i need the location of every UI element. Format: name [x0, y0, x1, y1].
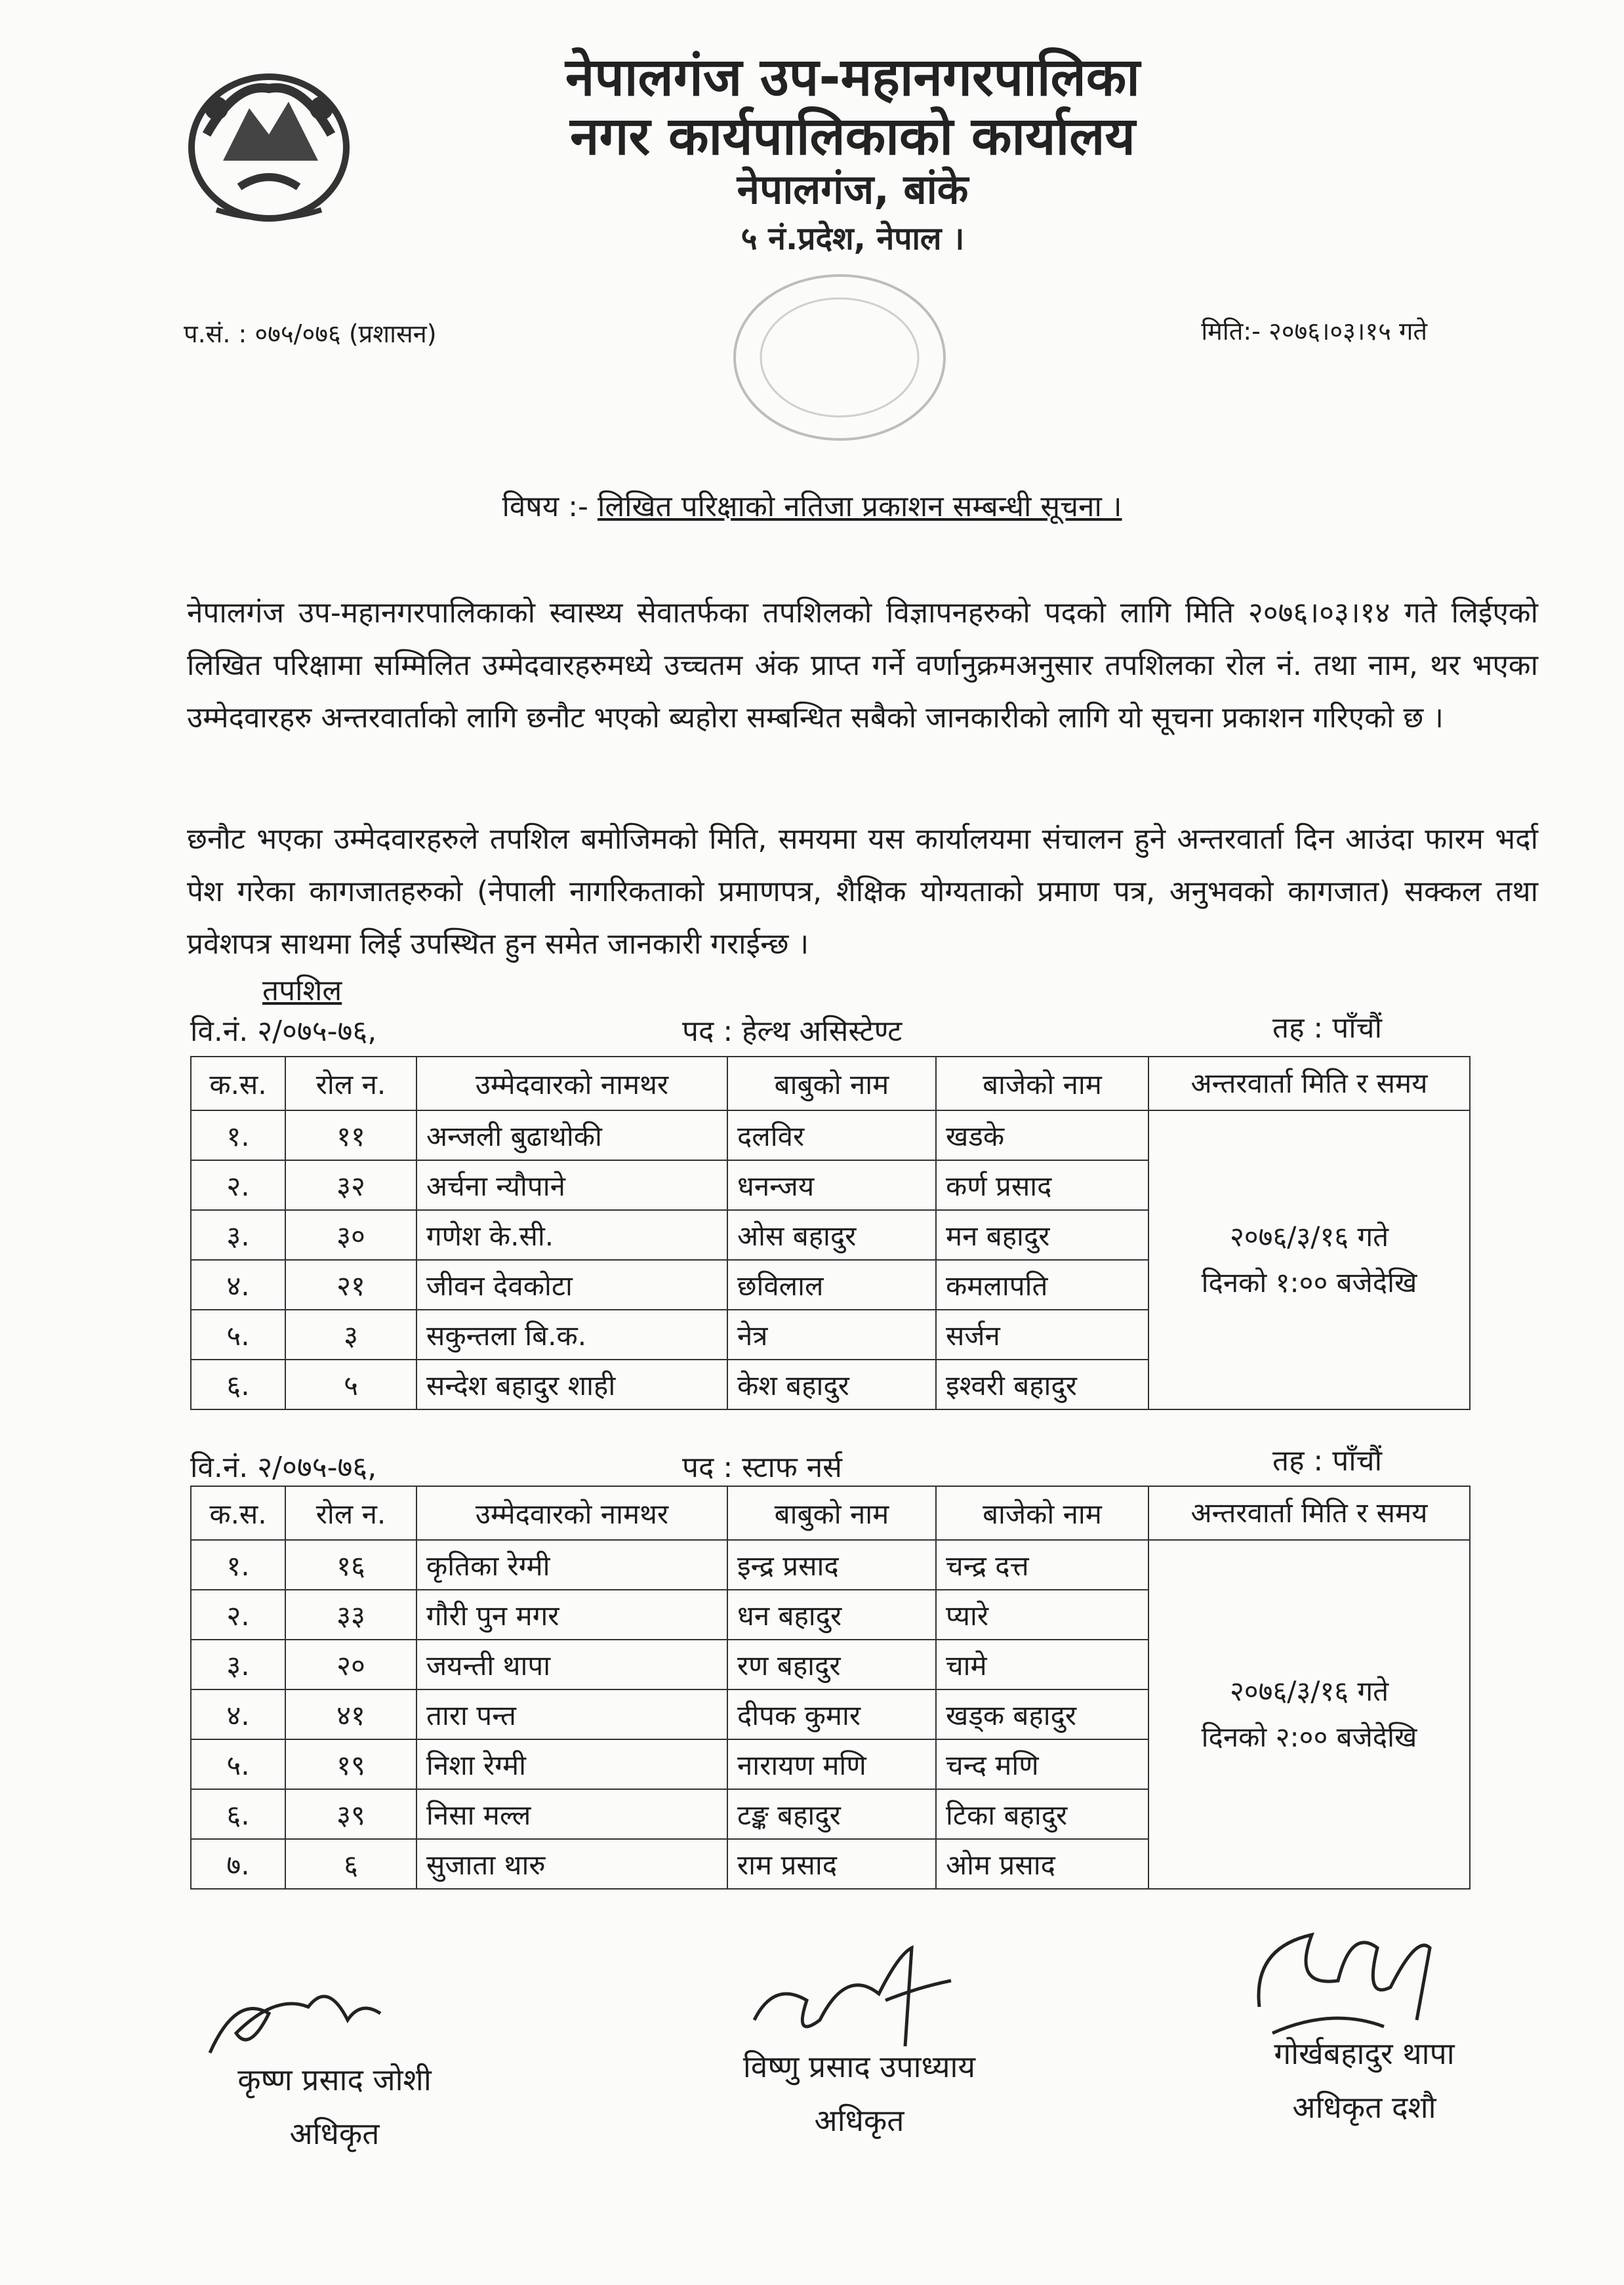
- signatory-2: [689, 2040, 1030, 2147]
- cell-sn: ४.: [191, 1689, 285, 1739]
- col-grandfather: बाजेको नाम: [936, 1057, 1148, 1110]
- interview-date: २०७६/३/१६ गते: [1229, 1221, 1389, 1253]
- col-name: उम्मेदवारको नामथर: [416, 1486, 727, 1540]
- signatory-1-title: अधिकृत: [289, 2116, 380, 2151]
- cell-roll: ३०: [285, 1210, 416, 1260]
- cell-grandfather: ओम प्रसाद: [936, 1839, 1148, 1889]
- table-header-row: [191, 1057, 1470, 1110]
- office-stamp-icon: [721, 262, 958, 453]
- cell-sn: ७.: [191, 1839, 285, 1889]
- section1-post: पद : हेल्थ असिस्टेण्ट: [682, 1015, 903, 1048]
- candidates-table-health-assistant: [190, 1056, 1471, 1410]
- cell-father: धनन्जय: [727, 1160, 936, 1210]
- cell-grandfather: खड्क बहादुर: [936, 1689, 1148, 1739]
- cell-name: गणेश के.सी.: [416, 1210, 727, 1260]
- cell-roll: ४१: [285, 1689, 416, 1739]
- col-sn: क.स.: [191, 1486, 285, 1540]
- tapashil-heading: तपशिल: [262, 974, 342, 1007]
- section2-vin: वि.नं. २/०७५-७६,: [190, 1451, 377, 1484]
- cell-father: धन बहादुर: [727, 1590, 936, 1640]
- cell-father: दलविर: [727, 1110, 936, 1160]
- paragraph-intro: नेपालगंज उप-महानगरपालिकाको स्वास्थ्य सेवातर्फका तपशिलको विज्ञापनहरुको पदको लागि मिति २०७६।०३।१४ गते लिईएको लिखित परिक्षामा सम्मिलित उम्मेदवारहरुमध्ये उच्चतम अंक प्राप्त गर्ने वर्णानुक्रमअनुसार तपशिलका रोल नं. तथा नाम, थर भएका उम्मेदवारहरु अन्तरवार्ताको लागि छनौट भएको ब्यहोरा सम्बन्धित सबैको जानकारीको लागि यो सूचना प्रकाशन गरिएको छ ।: [187, 596, 1538, 735]
- cell-name: सकुन्तला बि.क.: [416, 1310, 727, 1360]
- cell-name: सन्देश बहादुर शाही: [416, 1360, 727, 1409]
- cell-name: जीवन देवकोटा: [416, 1260, 727, 1310]
- cell-grandfather: प्यारे: [936, 1590, 1148, 1640]
- notice-date: मिति:- २०७६।०३।१५ गते: [1201, 317, 1427, 346]
- col-interview: अन्तरवार्ता मिति र समय: [1148, 1486, 1470, 1540]
- section1-level: तह : पाँचौं: [1272, 1011, 1382, 1045]
- cell-name: अर्चना न्यौपाने: [416, 1160, 727, 1210]
- cell-name: जयन्ती थापा: [416, 1640, 727, 1689]
- cell-roll: ३: [285, 1310, 416, 1360]
- cell-roll: ११: [285, 1110, 416, 1160]
- cell-grandfather: टिका बहादुर: [936, 1789, 1148, 1839]
- cell-father: दीपक कुमार: [727, 1689, 936, 1739]
- cell-sn: १.: [191, 1540, 285, 1590]
- cell-grandfather: मन बहादुर: [936, 1210, 1148, 1260]
- cell-grandfather: खडके: [936, 1110, 1148, 1160]
- cell-grandfather: चन्द मणि: [936, 1739, 1148, 1789]
- cell-sn: ५.: [191, 1310, 285, 1360]
- cell-sn: ६.: [191, 1360, 285, 1409]
- table-row: [191, 1110, 1470, 1160]
- col-roll: रोल न.: [285, 1486, 416, 1540]
- office-province: ५ नं.प्रदेश, नेपाल ।: [741, 220, 965, 257]
- signatory-1: [197, 2053, 472, 2160]
- cell-name: सुजाता थारु: [416, 1839, 727, 1889]
- cell-sn: १.: [191, 1110, 285, 1160]
- cell-grandfather: चन्द्र दत्त: [936, 1540, 1148, 1590]
- cell-sn: ४.: [191, 1260, 285, 1310]
- cell-sn: ५.: [191, 1739, 285, 1789]
- cell-grandfather: इश्वरी बहादुर: [936, 1360, 1148, 1409]
- cell-roll: ३३: [285, 1590, 416, 1640]
- cell-roll: ६: [285, 1839, 416, 1889]
- cell-father: इन्द्र प्रसाद: [727, 1540, 936, 1590]
- cell-sn: ६.: [191, 1789, 285, 1839]
- cell-interview-schedule: [1148, 1540, 1470, 1889]
- cell-father: राम प्रसाद: [727, 1839, 936, 1889]
- cell-name: निसा मल्ल: [416, 1789, 727, 1839]
- section1-vin: वि.नं. २/०७५-७६,: [190, 1015, 377, 1048]
- cell-father: टङ्क बहादुर: [727, 1789, 936, 1839]
- col-father: बाबुको नाम: [727, 1057, 936, 1110]
- col-sn: क.स.: [191, 1057, 285, 1110]
- cell-sn: ३.: [191, 1210, 285, 1260]
- col-roll: रोल न.: [285, 1057, 416, 1110]
- cell-father: केश बहादुर: [727, 1360, 936, 1409]
- signatory-3: [1220, 2027, 1509, 2134]
- signatory-3-title: अधिकृत दशौ: [1292, 2090, 1436, 2125]
- cell-grandfather: चामे: [936, 1640, 1148, 1689]
- col-grandfather: बाजेको नाम: [936, 1486, 1148, 1540]
- paragraph-instructions: छनौट भएका उम्मेदवारहरुले तपशिल बमोजिमको मिति, समयमा यस कार्यालयमा संचालन हुने अन्तरवार्ता दिन आउंदा फारम भर्दा पेश गरेका कागजातहरुको (नेपाली नागरिकताको प्रमाणपत्र, शैक्षिक योग्यताको प्रमाण पत्र, अनुभवको कागजात) सक्कल तथा प्रवेशपत्र साथमा लिई उपस्थित हुन समेत जानकारी गराईन्छ ।: [187, 822, 1538, 961]
- cell-father: ओस बहादुर: [727, 1210, 936, 1260]
- cell-sn: २.: [191, 1160, 285, 1210]
- cell-grandfather: सर्जन: [936, 1310, 1148, 1360]
- cell-name: अन्जली बुढाथोकी: [416, 1110, 727, 1160]
- section2-post: पद : स्टाफ नर्स: [682, 1451, 842, 1484]
- cell-name: गौरी पुन मगर: [416, 1590, 727, 1640]
- subject-text: लिखित परिक्षाको नतिजा प्रकाशन सम्बन्धी सूचना ।: [597, 490, 1122, 523]
- cell-grandfather: कमलापति: [936, 1260, 1148, 1310]
- cell-father: नेत्र: [727, 1310, 936, 1360]
- candidates-table-staff-nurse: [190, 1486, 1471, 1890]
- subject-label: विषय :-: [502, 490, 588, 523]
- signature-3-icon: [1233, 1909, 1482, 2046]
- signatory-2-name: विष्णु प्रसाद उपाध्याय: [742, 2049, 976, 2084]
- nepal-emblem-icon: [177, 62, 361, 226]
- section2-level: तह : पाँचौं: [1272, 1444, 1382, 1478]
- cell-roll: २१: [285, 1260, 416, 1310]
- subject-line: [0, 485, 1624, 525]
- cell-name: तारा पन्त: [416, 1689, 727, 1739]
- cell-roll: ३२: [285, 1160, 416, 1210]
- cell-interview-schedule: [1148, 1110, 1470, 1409]
- interview-time: दिनको २:०० बजेदेखि: [1201, 1721, 1417, 1753]
- office-subname: नगर कार्यपालिकाको कार्यालय: [570, 106, 1135, 167]
- cell-name: कृतिका रेग्मी: [416, 1540, 727, 1590]
- cell-father: रण बहादुर: [727, 1640, 936, 1689]
- cell-sn: ३.: [191, 1640, 285, 1689]
- cell-roll: ३९: [285, 1789, 416, 1839]
- cell-name: निशा रेग्मी: [416, 1739, 727, 1789]
- interview-time: दिनको १:०० बजेदेखि: [1201, 1266, 1417, 1299]
- cell-roll: १६: [285, 1540, 416, 1590]
- signatory-1-name: कृष्ण प्रसाद जोशी: [237, 2062, 432, 2097]
- reference-number: प.सं. : ०७५/०७६ (प्रशासन): [184, 319, 437, 348]
- cell-roll: ५: [285, 1360, 416, 1409]
- col-father: बाबुको नाम: [727, 1486, 936, 1540]
- cell-roll: १९: [285, 1739, 416, 1789]
- interview-date: २०७६/३/१६ गते: [1229, 1675, 1389, 1707]
- col-name: उम्मेदवारको नामथर: [416, 1057, 727, 1110]
- cell-sn: २.: [191, 1590, 285, 1640]
- cell-father: छविलाल: [727, 1260, 936, 1310]
- office-location: नेपालगंज, बांके: [737, 165, 969, 213]
- signatory-3-name: गोर्खबहादुर थापा: [1274, 2036, 1455, 2071]
- table-header-row: [191, 1486, 1470, 1540]
- table-row: [191, 1540, 1470, 1590]
- cell-roll: २०: [285, 1640, 416, 1689]
- col-interview: अन्तरवार्ता मिति र समय: [1148, 1057, 1470, 1110]
- cell-grandfather: कर्ण प्रसाद: [936, 1160, 1148, 1210]
- office-name: नेपालगंज उप-महानगरपालिका: [565, 47, 1140, 108]
- signatory-2-title: अधिकृत: [814, 2103, 904, 2138]
- cell-father: नारायण मणि: [727, 1739, 936, 1789]
